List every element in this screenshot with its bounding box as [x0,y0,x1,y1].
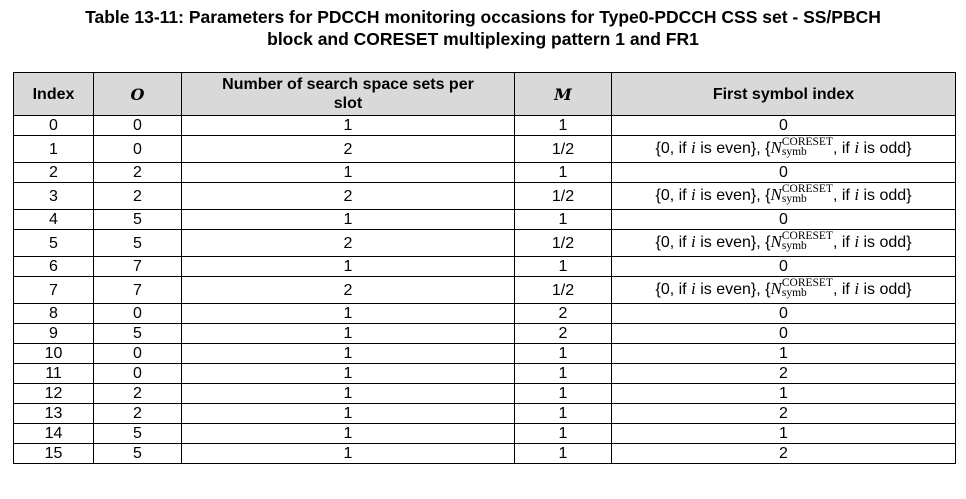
cell-first-symbol-index: 1 [612,384,956,404]
cell-m: 1 [515,257,612,277]
cell-o: 5 [94,230,182,257]
table-row [14,304,956,324]
header-num-sets-line-2: slot [333,95,363,112]
formula-i: i [854,138,860,158]
cell-first-symbol-index: 0 [612,163,956,183]
cell-m: 1 [515,163,612,183]
table-row [14,136,956,163]
first-symbol-formula [655,277,912,299]
formula-i: i [854,185,860,205]
cell-first-symbol-formula [612,230,956,257]
formula-even-part: {0, if [655,281,692,299]
cell-search-space-sets: 1 [182,384,515,404]
cell-m: 1 [515,364,612,384]
formula-i: i [854,232,860,252]
formula-even-part: {0, if [655,234,692,252]
cell-o: 2 [94,163,182,183]
formula-i: i [691,138,696,158]
cell-search-space-sets: 1 [182,163,515,183]
cell-first-symbol-index: 2 [612,364,956,384]
cell-o: 0 [94,364,182,384]
cell-index: 3 [14,183,94,210]
cell-first-symbol-formula [612,183,956,210]
cell-index: 4 [14,210,94,230]
cell-first-symbol-index: 0 [612,324,956,344]
formula-sup: CORESET [781,277,833,289]
cell-index: 13 [14,404,94,424]
cell-o: 0 [94,116,182,136]
cell-search-space-sets: 1 [182,444,515,464]
formula-sub: symb [781,240,807,252]
cell-o: 2 [94,404,182,424]
cell-first-symbol-index: 1 [612,424,956,444]
cell-m: 1 [515,344,612,364]
formula-even-word: is even}, { [695,281,771,299]
formula-n: N [770,232,782,252]
formula-sup-sub [782,231,833,251]
cell-first-symbol-index: 0 [612,210,956,230]
cell-o: 5 [94,324,182,344]
cell-o: 0 [94,136,182,163]
table-row [14,277,956,304]
formula-even-part: {0, if [655,140,692,158]
cell-search-space-sets: 1 [182,257,515,277]
table-row [14,324,956,344]
cell-m: 1 [515,210,612,230]
formula-sup: CORESET [781,230,833,242]
formula-i: i [854,279,860,299]
header-num-search-space-sets [182,73,515,116]
table-row [14,404,956,424]
header-first-symbol-index: First symbol index [612,73,956,116]
cell-first-symbol-formula [612,136,956,163]
formula-even-word: is even}, { [695,140,771,158]
cell-o: 5 [94,424,182,444]
cell-o: 7 [94,277,182,304]
caption-line-2: block and CORESET multiplexing pattern 1 and FR1 [267,29,699,49]
cell-m: 1 [515,116,612,136]
first-symbol-formula [655,230,912,252]
cell-m: 1 [515,444,612,464]
cell-search-space-sets: 2 [182,230,515,257]
cell-m: 2 [515,304,612,324]
formula-sub: symb [781,287,807,299]
table-row [14,364,956,384]
cell-index: 15 [14,444,94,464]
formula-i: i [691,185,696,205]
cell-m: 1 [515,404,612,424]
caption-line-1: Table 13-11: Parameters for PDCCH monitoring occasions for Type0-PDCCH CSS set - SS/PBCH [85,7,881,27]
cell-m: 1/2 [515,230,612,257]
cell-o: 0 [94,344,182,364]
formula-n: N [770,185,782,205]
cell-search-space-sets: 1 [182,424,515,444]
formula-odd-part: , if [832,140,855,158]
cell-first-symbol-index: 1 [612,344,956,364]
header-row [14,73,956,116]
formula-odd-word: is odd} [859,234,912,252]
formula-odd-word: is odd} [859,140,912,158]
cell-search-space-sets: 1 [182,324,515,344]
cell-search-space-sets: 2 [182,277,515,304]
table-row [14,116,956,136]
formula-sup: CORESET [781,136,833,148]
cell-index: 2 [14,163,94,183]
formula-even-part: {0, if [655,187,692,205]
cell-o: 2 [94,384,182,404]
cell-index: 5 [14,230,94,257]
header-o: O [94,73,182,116]
table-row [14,444,956,464]
header-m: M [515,73,612,116]
cell-o: 5 [94,444,182,464]
cell-search-space-sets: 2 [182,136,515,163]
formula-sup-sub [782,278,833,298]
cell-first-symbol-index: 0 [612,304,956,324]
table-body [14,116,956,464]
cell-index: 9 [14,324,94,344]
formula-sub: symb [781,193,807,205]
formula-i: i [691,232,696,252]
cell-m: 1 [515,384,612,404]
cell-m: 2 [515,324,612,344]
cell-first-symbol-index: 0 [612,257,956,277]
formula-i: i [691,279,696,299]
table-row [14,183,956,210]
cell-index: 11 [14,364,94,384]
table-row [14,257,956,277]
table-caption [0,6,966,50]
table-row [14,230,956,257]
cell-o: 7 [94,257,182,277]
table-row [14,163,956,183]
cell-index: 14 [14,424,94,444]
formula-odd-word: is odd} [859,187,912,205]
formula-n: N [770,279,782,299]
formula-sup-sub [782,184,833,204]
cell-index: 12 [14,384,94,404]
formula-even-word: is even}, { [695,187,771,205]
cell-m: 1/2 [515,136,612,163]
cell-index: 8 [14,304,94,324]
formula-sup-sub [782,137,833,157]
cell-m: 1/2 [515,277,612,304]
formula-odd-part: , if [832,187,855,205]
cell-o: 0 [94,304,182,324]
cell-index: 10 [14,344,94,364]
formula-sup: CORESET [781,183,833,195]
cell-first-symbol-index: 2 [612,404,956,424]
cell-search-space-sets: 2 [182,183,515,210]
cell-o: 5 [94,210,182,230]
cell-index: 7 [14,277,94,304]
formula-sub: symb [781,146,807,158]
cell-o: 2 [94,183,182,210]
cell-search-space-sets: 1 [182,304,515,324]
table-row [14,344,956,364]
cell-first-symbol-formula [612,277,956,304]
cell-search-space-sets: 1 [182,344,515,364]
header-num-sets-line-1: Number of search space sets per [222,76,474,93]
header-index: Index [14,73,94,116]
cell-index: 0 [14,116,94,136]
cell-search-space-sets: 1 [182,210,515,230]
cell-search-space-sets: 1 [182,404,515,424]
first-symbol-formula [655,136,912,158]
formula-even-word: is even}, { [695,234,771,252]
table-row [14,384,956,404]
cell-first-symbol-index: 2 [612,444,956,464]
formula-odd-word: is odd} [859,281,912,299]
formula-odd-part: , if [832,234,855,252]
cell-index: 6 [14,257,94,277]
cell-first-symbol-index: 0 [612,116,956,136]
table-row [14,210,956,230]
formula-n: N [770,138,782,158]
formula-odd-part: , if [832,281,855,299]
cell-search-space-sets: 1 [182,364,515,384]
cell-search-space-sets: 1 [182,116,515,136]
cell-m: 1 [515,424,612,444]
first-symbol-formula [655,183,912,205]
cell-m: 1/2 [515,183,612,210]
cell-index: 1 [14,136,94,163]
table-row [14,424,956,444]
parameters-table [13,72,956,464]
